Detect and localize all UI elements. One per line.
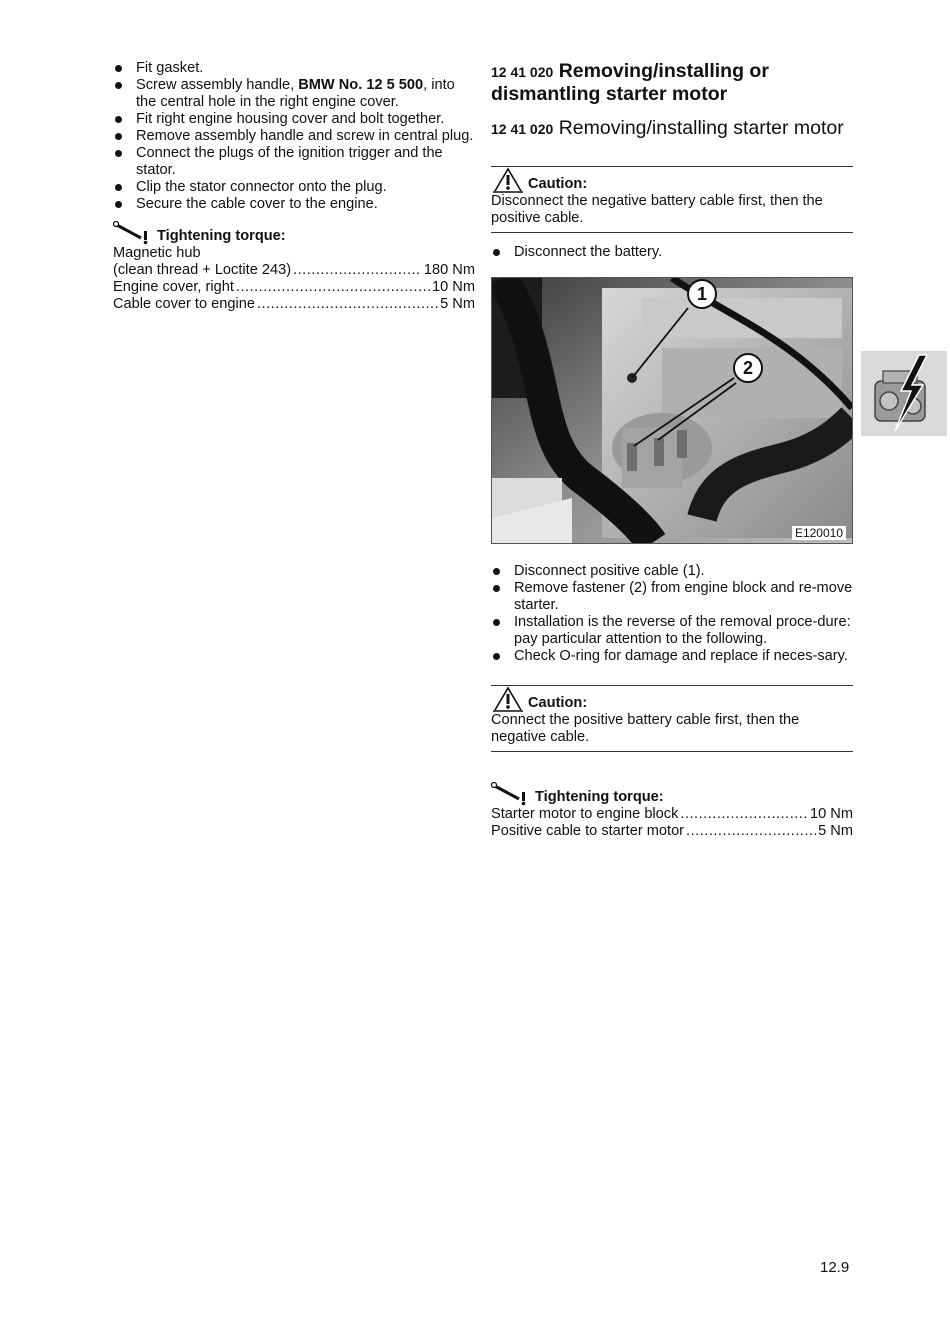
torque-value: 5 Nm [440, 296, 475, 312]
torque-heading [113, 221, 475, 245]
bullet-text: Fit gasket. [136, 60, 204, 76]
list-item [113, 196, 475, 213]
leader-dots [293, 262, 422, 279]
photo-id: E120010 [792, 526, 846, 540]
torque-label: (clean thread + Loctite 243) [113, 262, 292, 278]
list-item [113, 145, 475, 179]
list-item [113, 111, 475, 128]
torque-value: 5 Nm [818, 823, 853, 839]
section-title: Removing/installing or dismantling starter motor [491, 60, 769, 105]
list-item [113, 179, 475, 196]
list-item [491, 614, 853, 648]
list-item [113, 60, 475, 77]
torque-prefix: Magnetic hub [113, 245, 201, 261]
subsection-title: Removing/installing starter motor [558, 117, 844, 139]
torque-row [113, 279, 475, 296]
chapter-side-tab [861, 351, 947, 436]
list-item [491, 648, 853, 665]
callout-1: 1 [696, 284, 707, 304]
torque-value: 10 Nm [810, 806, 853, 822]
caution-text: Connect the positive battery cable first, then the negative cable. [491, 712, 800, 745]
caution-box [491, 166, 853, 233]
page-number: 12.9 [820, 1259, 850, 1276]
tool-number: BMW No. 12 5 500 [298, 77, 424, 93]
bullet-text: Connect the plugs of the ignition trigger and the stator. [136, 145, 443, 178]
subsection-heading [491, 117, 853, 140]
bullet-text: Disconnect the battery. [514, 244, 663, 260]
torque-wrench-icon [491, 782, 529, 806]
torque-value: 10 Nm [432, 279, 475, 295]
section-heading [491, 60, 853, 105]
starter-motor-photo [491, 277, 853, 544]
bullet-text: Remove assembly handle and screw in central plug. [136, 128, 474, 144]
list-item [491, 563, 853, 580]
torque-label: Starter motor to engine block [491, 806, 679, 822]
torque-value: 180 Nm [423, 262, 475, 278]
warning-triangle-icon [491, 167, 525, 193]
engine-electrical-icon [861, 351, 947, 436]
caution-box [491, 685, 853, 752]
torque-row [491, 806, 853, 823]
bullet-text: Clip the stator connector onto the plug. [136, 179, 387, 195]
section-code: 12 41 020 [491, 64, 554, 80]
bullet-text: Disconnect positive cable (1). [514, 563, 705, 579]
bullet-text: Fit right engine housing cover and bolt together. [136, 111, 445, 127]
torque-row [491, 823, 853, 840]
bullet-text: Installation is the reverse of the removal proce-dure: pay particular attention to the following. [514, 614, 851, 647]
torque-label: Cable cover to engine [113, 296, 255, 312]
warning-triangle-icon [491, 686, 525, 712]
leader-dots [680, 806, 808, 823]
right-column [491, 60, 853, 840]
caution-heading [491, 686, 853, 712]
leader-dots [686, 823, 816, 840]
bullet-text: , into the central hole in the right engine cover. [136, 77, 455, 110]
list-item [113, 128, 475, 145]
procedure-bullet-list [491, 563, 853, 665]
torque-label: Positive cable to starter motor [491, 823, 685, 839]
left-bullet-list [113, 60, 475, 213]
torque-wrench-icon [113, 221, 151, 245]
subsection-code: 12 41 020 [491, 121, 554, 137]
torque-row [113, 296, 475, 313]
torque-heading-text: Tightening torque: [157, 228, 286, 244]
list-item [491, 244, 853, 261]
bullet-text: Check O-ring for damage and replace if neces-sary. [514, 648, 848, 664]
leader-dots [257, 296, 438, 313]
torque-row [113, 262, 475, 279]
callout-2: 2 [742, 358, 753, 378]
bullet-text: Screw assembly handle, [136, 77, 299, 93]
caution-text: Disconnect the negative battery cable first, then the positive cable. [491, 193, 823, 226]
caution-heading-text: Caution: [528, 695, 588, 711]
leader-dots [236, 279, 430, 296]
left-column [113, 60, 475, 313]
torque-label: Engine cover, right [113, 279, 234, 295]
engine-illustration [492, 278, 852, 543]
list-item [113, 77, 475, 111]
bullet-text: Remove fastener (2) from engine block and re-move starter. [514, 580, 853, 613]
torque-heading-text: Tightening torque: [535, 789, 664, 805]
caution-heading [491, 167, 853, 193]
bullet-text: Secure the cable cover to the engine. [136, 196, 378, 212]
caution-heading-text: Caution: [528, 176, 588, 192]
list-item [491, 580, 853, 614]
battery-bullet-list [491, 244, 853, 261]
torque-heading [491, 782, 853, 806]
